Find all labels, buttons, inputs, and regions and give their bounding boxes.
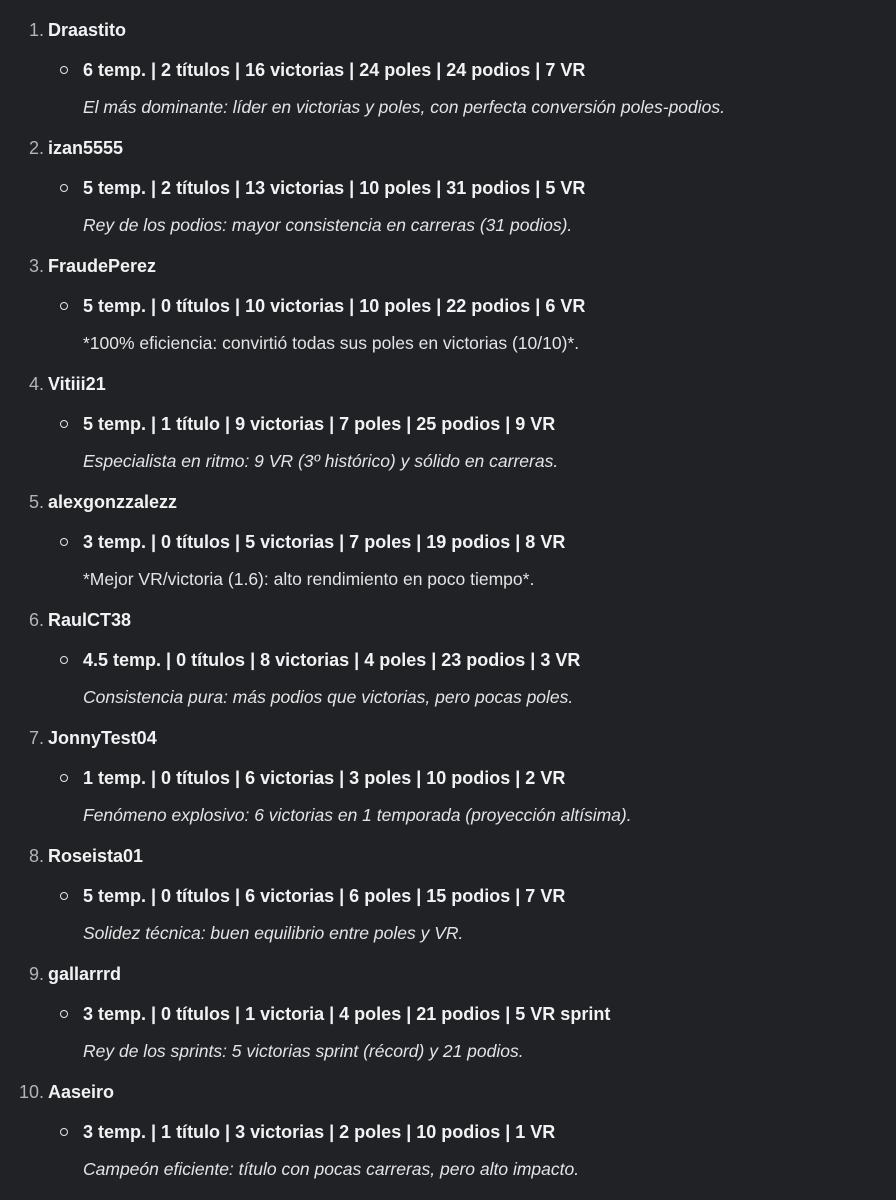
list-item (0, 490, 896, 608)
list-item (0, 18, 896, 136)
bullet-circle-icon (60, 184, 68, 192)
list-number: 6. (28, 610, 44, 630)
driver-name: FraudePerez (48, 256, 157, 276)
list-item (0, 1080, 896, 1198)
list-number: 3. (28, 256, 44, 276)
list-number: 5. (28, 492, 44, 512)
list-number: 2. (28, 138, 44, 158)
driver-stats: 5 temp. | 0 títulos | 10 victorias | 10 poles | 22 podios | 6 VR (83, 296, 586, 316)
driver-description: Solidez técnica: buen equilibrio entre poles y VR. (83, 923, 464, 943)
list-item (0, 372, 896, 490)
bullet-circle-icon (60, 774, 68, 782)
driver-name: alexgonzzalezz (48, 492, 178, 512)
driver-description: Especialista en ritmo: 9 VR (3º histórico) y sólido en carreras. (83, 451, 559, 471)
driver-name: JonnyTest04 (48, 728, 157, 748)
driver-description: *100% eficiencia: convirtió todas sus poles en victorias (10/10)*. (83, 333, 580, 353)
driver-name: izan5555 (48, 138, 124, 158)
driver-description: Fenómeno explosivo: 6 victorias en 1 temporada (proyección altísima). (83, 805, 632, 825)
list-item (0, 962, 896, 1080)
list-number: 8. (28, 846, 44, 866)
driver-stats: 1 temp. | 0 títulos | 6 victorias | 3 poles | 10 podios | 2 VR (83, 768, 566, 788)
driver-stats: 5 temp. | 1 título | 9 victorias | 7 poles | 25 podios | 9 VR (83, 414, 556, 434)
bullet-circle-icon (60, 1010, 68, 1018)
driver-stats: 6 temp. | 2 títulos | 16 victorias | 24 poles | 24 podios | 7 VR (83, 60, 586, 80)
bullet-circle-icon (60, 538, 68, 546)
list-number: 1. (28, 20, 44, 40)
driver-stats: 5 temp. | 0 títulos | 6 victorias | 6 poles | 15 podios | 7 VR (83, 886, 566, 906)
driver-name: Vitiii21 (48, 374, 106, 394)
driver-description: Rey de los podios: mayor consistencia en carreras (31 podios). (83, 215, 573, 235)
driver-description: Consistencia pura: más podios que victorias, pero pocas poles. (83, 687, 574, 707)
driver-name: gallarrrd (48, 964, 122, 984)
list-number: 4. (28, 374, 44, 394)
list-item (0, 608, 896, 726)
driver-name: Aaseiro (48, 1082, 115, 1102)
driver-stats: 3 temp. | 0 títulos | 5 victorias | 7 poles | 19 podios | 8 VR (83, 532, 566, 552)
driver-name: RaulCT38 (48, 610, 132, 630)
list-item (0, 136, 896, 254)
bullet-circle-icon (60, 656, 68, 664)
driver-name: Roseista01 (48, 846, 144, 866)
list-number: 9. (28, 964, 44, 984)
driver-stats: 3 temp. | 1 título | 3 victorias | 2 poles | 10 podios | 1 VR (83, 1122, 556, 1142)
driver-description: El más dominante: líder en victorias y poles, con perfecta conversión poles-podios. (83, 97, 725, 117)
bullet-circle-icon (60, 66, 68, 74)
driver-stats: 5 temp. | 2 títulos | 13 victorias | 10 poles | 31 podios | 5 VR (83, 178, 586, 198)
bullet-circle-icon (60, 1128, 68, 1136)
driver-description: Rey de los sprints: 5 victorias sprint (récord) y 21 podios. (83, 1041, 524, 1061)
driver-description: Campeón eficiente: título con pocas carreras, pero alto impacto. (83, 1159, 580, 1179)
bullet-circle-icon (60, 892, 68, 900)
driver-stats: 3 temp. | 0 títulos | 1 victoria | 4 poles | 21 podios | 5 VR sprint (83, 1004, 611, 1024)
driver-name: Draastito (48, 20, 127, 40)
list-item (0, 844, 896, 962)
bullet-circle-icon (60, 420, 68, 428)
list-number: 7. (28, 728, 44, 748)
list-item (0, 726, 896, 844)
list-item (0, 254, 896, 372)
driver-stats: 4.5 temp. | 0 títulos | 8 victorias | 4 poles | 23 podios | 3 VR (83, 650, 581, 670)
driver-description: *Mejor VR/victoria (1.6): alto rendimiento en poco tiempo*. (83, 569, 535, 589)
bullet-circle-icon (60, 302, 68, 310)
list-number: 10. (18, 1082, 44, 1102)
